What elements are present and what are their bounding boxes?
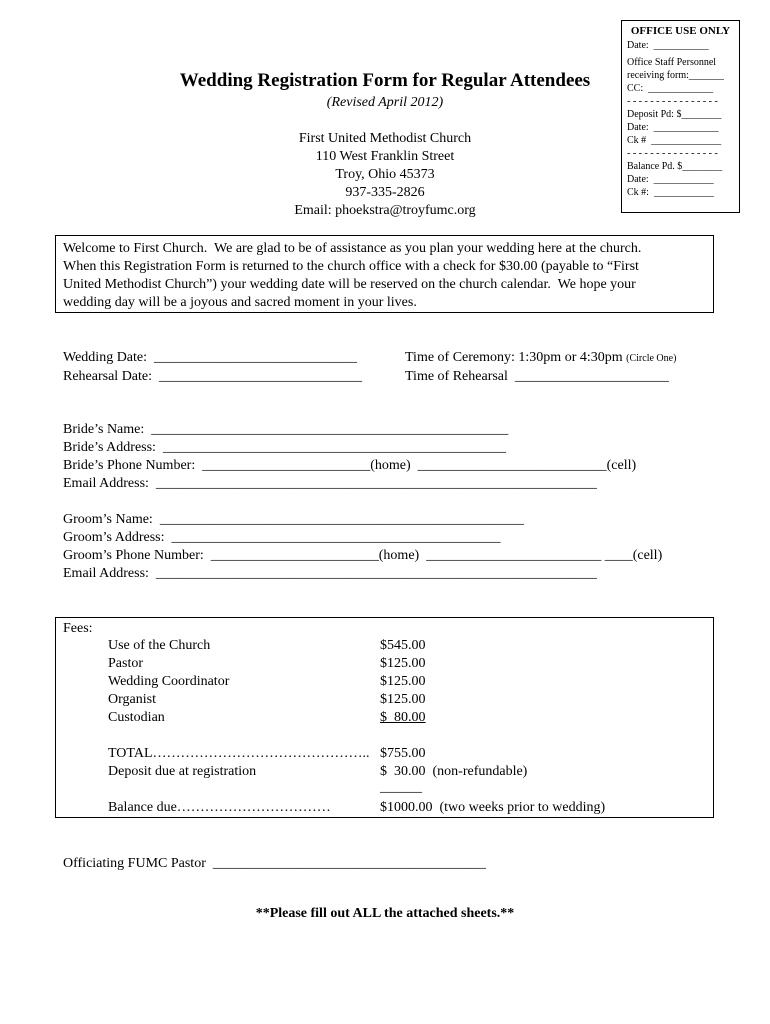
welcome-line: wedding day will be a joyous and sacred moment in your lives.	[63, 295, 417, 310]
fee-item-amount: $ 80.00	[380, 710, 426, 725]
bride-name-field[interactable]: Bride’s Name: ___________________________________________________	[63, 422, 509, 437]
closing-note: **Please fill out ALL the attached sheets.**	[255, 906, 515, 921]
total-label: TOTAL………………………………………..	[108, 746, 370, 761]
fee-item-name: Organist	[108, 692, 156, 707]
office-staff-label: Office Staff Personnel	[627, 57, 717, 68]
groom-name-field[interactable]: Groom’s Name: ____________________________________________________	[63, 512, 524, 527]
deposit-date-field[interactable]: Date: _____________	[627, 122, 719, 133]
rehearsal-date-field[interactable]: Rehearsal Date: _____________________________	[63, 369, 363, 384]
wedding-date-field[interactable]: Wedding Date: _____________________________	[63, 350, 358, 365]
fee-item-amount: $125.00	[380, 692, 426, 707]
ceremony-time-label: Time of Ceremony: 1:30pm or 4:30pm	[405, 350, 623, 365]
deposit-paid-field[interactable]: Deposit Pd: $________	[627, 109, 722, 120]
fees-label: Fees:	[63, 621, 93, 636]
office-staff-field[interactable]: receiving form:_______	[627, 70, 724, 81]
office-date-field[interactable]: Date: ___________	[627, 40, 709, 51]
bride-phone-field[interactable]: Bride’s Phone Number: ________________________(home) ___________________________(cell)	[63, 458, 637, 473]
groom-address-field[interactable]: Groom’s Address: _______________________________________________	[63, 530, 501, 545]
bride-address-field[interactable]: Bride’s Address: _________________________________________________	[63, 440, 506, 455]
church-address-block	[230, 130, 540, 220]
balance-amount: $1000.00 (two weeks prior to wedding)	[380, 800, 606, 815]
fee-item-name: Use of the Church	[108, 638, 211, 653]
total-amount: $755.00	[380, 746, 426, 761]
groom-email-field[interactable]: Email Address: _______________________________________________________________	[63, 566, 597, 581]
ceremony-time-field[interactable]	[405, 349, 676, 368]
deposit-check-field[interactable]: Ck # ______________	[627, 135, 722, 146]
balance-check-field[interactable]: Ck #: ____________	[627, 187, 714, 198]
balance-label: Balance due……………………………	[108, 800, 331, 815]
fee-item-amount: $125.00	[380, 674, 426, 689]
revision-note: (Revised April 2012)	[326, 95, 444, 110]
office-use-title: OFFICE USE ONLY	[630, 25, 731, 37]
groom-phone-field[interactable]: Groom’s Phone Number: ________________________(home) _________________________ ____(cell)	[63, 548, 663, 563]
church-street: 110 West Franklin Street	[315, 149, 455, 164]
balance-date-field[interactable]: Date: ____________	[627, 174, 714, 185]
welcome-line: United Methodist Church”) your wedding date will be reserved on the church calendar. We hope your	[63, 277, 636, 292]
office-cc-field[interactable]: CC: _____________	[627, 83, 714, 94]
welcome-line: Welcome to First Church. We are glad to be of assistance as you plan your wedding here at the church.	[63, 241, 642, 256]
fee-item-name: Wedding Coordinator	[108, 674, 230, 689]
welcome-box	[55, 235, 714, 313]
form-title: Wedding Registration Form for Regular Attendees	[179, 70, 591, 91]
office-divider: - - - - - - - - - - - - - - - -	[627, 148, 718, 159]
circle-one-note: (Circle One)	[626, 353, 677, 364]
church-email: Email: phoekstra@troyfumc.org	[294, 203, 476, 218]
church-name: First United Methodist Church	[298, 131, 472, 146]
office-use-box	[621, 20, 740, 213]
fee-item-name: Pastor	[108, 656, 143, 671]
deposit-amount: $ 30.00 (non-refundable)	[380, 764, 528, 779]
church-phone: 937-335-2826	[345, 185, 425, 200]
bride-email-field[interactable]: Email Address: _______________________________________________________________	[63, 476, 597, 491]
fee-item-name: Custodian	[108, 710, 165, 725]
officiating-pastor-field[interactable]: Officiating FUMC Pastor _______________________________________	[63, 856, 486, 871]
church-city: Troy, Ohio 45373	[335, 167, 435, 182]
rehearsal-time-field[interactable]: Time of Rehearsal ______________________	[405, 369, 669, 384]
fee-item-amount: $545.00	[380, 638, 426, 653]
welcome-line: When this Registration Form is returned to the church office with a check for $30.00 (payable to “First	[63, 259, 639, 274]
deposit-label: Deposit due at registration	[108, 764, 257, 779]
fee-item-amount: $125.00	[380, 656, 426, 671]
office-divider: - - - - - - - - - - - - - - - -	[627, 96, 718, 107]
deposit-rule: ______	[380, 780, 422, 795]
balance-paid-field[interactable]: Balance Pd. $________	[627, 161, 723, 172]
